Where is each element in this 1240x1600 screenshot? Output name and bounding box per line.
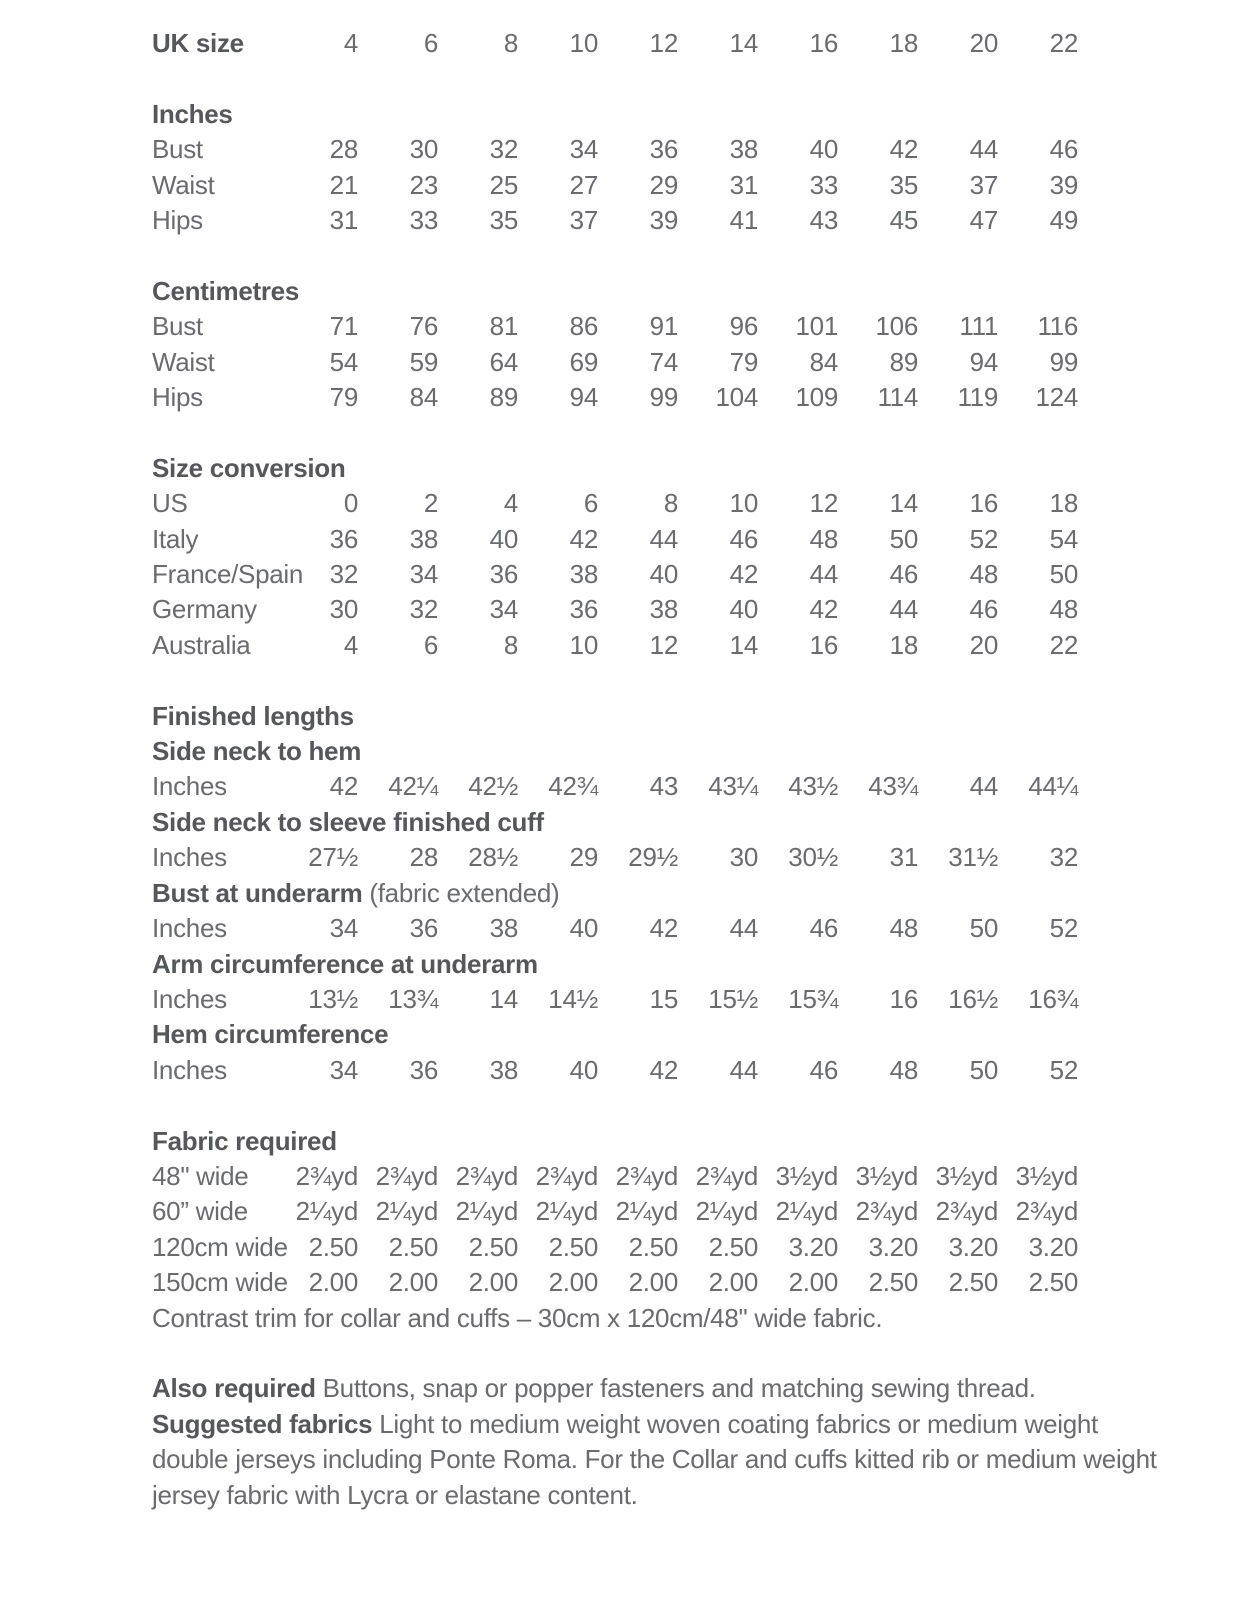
value-cell: 36 — [569, 594, 598, 625]
value-cell: 104 — [715, 382, 758, 413]
value-cell: 22 — [1049, 28, 1078, 58]
row-label: Inches — [152, 983, 227, 1014]
value-cell: 32 — [489, 134, 518, 165]
measurement-title — [152, 947, 1240, 982]
value-cell: 40 — [569, 913, 598, 944]
value-cell: 4 — [503, 488, 518, 519]
value-cell: 116 — [1037, 311, 1078, 342]
value-cell: 43¼ — [708, 771, 758, 802]
value-cell: 59 — [409, 346, 438, 377]
value-cell: 2¾yd — [1015, 1196, 1078, 1227]
value-cell: 40 — [729, 594, 758, 625]
section-title-finished-lengths: Finished lengths — [152, 700, 354, 731]
value-cell: 91 — [649, 311, 678, 342]
value-cell: 30 — [329, 594, 358, 625]
value-cell: 47 — [969, 205, 998, 236]
value-cell: 36 — [409, 1054, 438, 1085]
value-cell: 37 — [969, 169, 998, 200]
value-cell: 2¾yd — [535, 1160, 598, 1191]
value-cell: 36 — [409, 913, 438, 944]
value-cell: 2¼yd — [535, 1196, 598, 1227]
value-cell: 42 — [649, 913, 678, 944]
measurement-name: Side neck to sleeve finished cuff — [152, 806, 544, 837]
value-cell: 39 — [1049, 169, 1078, 200]
value-cell: 42 — [729, 559, 758, 590]
row-label: Waist — [152, 346, 215, 377]
value-cell: 106 — [875, 311, 918, 342]
value-cell: 119 — [957, 382, 998, 413]
value-cell: 44 — [729, 913, 758, 944]
value-cell: 28 — [329, 134, 358, 165]
value-cell: 2.50 — [868, 1267, 918, 1298]
value-cell: 14 — [729, 28, 758, 58]
value-cell: 42 — [809, 594, 838, 625]
value-cell: 38 — [409, 523, 438, 554]
table-row — [152, 628, 1240, 663]
value-cell: 8 — [663, 488, 678, 519]
value-cell: 21 — [329, 169, 358, 200]
value-cell: 2.50 — [628, 1231, 678, 1262]
value-cell: 43½ — [788, 771, 838, 802]
value-cell: 42½ — [468, 771, 518, 802]
value-cell: 36 — [649, 134, 678, 165]
table-row — [152, 1265, 1240, 1300]
row-label: Inches — [152, 913, 227, 944]
row-label: Inches — [152, 1054, 227, 1085]
value-cell: 31 — [329, 205, 358, 236]
value-cell: 40 — [489, 523, 518, 554]
value-cell: 37 — [569, 205, 598, 236]
suggested-fabrics-text: Light to medium weight woven coating fabrics or medium weight double jerseys including Ponte Roma. For the Collar and cuffs kitted rib or medium weight jersey fabric with Lycra or elastane content. — [152, 1408, 1157, 1510]
value-cell: 3.20 — [868, 1231, 918, 1262]
value-cell: 2.50 — [308, 1231, 358, 1262]
value-cell: 46 — [809, 1054, 838, 1085]
value-cell: 16 — [809, 629, 838, 660]
value-cell: 2.00 — [708, 1267, 758, 1298]
value-cell: 114 — [877, 382, 918, 413]
value-cell: 20 — [969, 629, 998, 660]
value-cell: 81 — [489, 311, 518, 342]
measurement-name: Arm circumference at underarm — [152, 948, 538, 979]
value-cell: 16 — [889, 983, 918, 1014]
value-cell: 16 — [969, 488, 998, 519]
section-title-fabric-required: Fabric required — [152, 1125, 337, 1156]
notes-block — [152, 1371, 1162, 1513]
value-cell: 44 — [969, 771, 998, 802]
value-cell: 16½ — [948, 983, 998, 1014]
value-cell: 50 — [889, 523, 918, 554]
uk-size-label: UK size — [152, 28, 244, 58]
value-cell: 46 — [889, 559, 918, 590]
value-cell: 2¼yd — [455, 1196, 518, 1227]
table-row — [152, 203, 1240, 238]
row-label: Bust — [152, 311, 203, 342]
value-cell: 42¼ — [388, 771, 438, 802]
value-cell: 2¼yd — [375, 1196, 438, 1227]
value-cell: 6 — [583, 488, 598, 519]
value-cell: 28 — [409, 842, 438, 873]
value-cell: 30 — [409, 134, 438, 165]
row-label: 60” wide — [152, 1196, 248, 1227]
value-cell: 33 — [809, 169, 838, 200]
value-cell: 38 — [489, 913, 518, 944]
value-cell: 48 — [969, 559, 998, 590]
row-label: Hips — [152, 382, 203, 413]
value-cell: 15½ — [708, 983, 758, 1014]
value-cell: 2.50 — [388, 1231, 438, 1262]
value-cell: 35 — [889, 169, 918, 200]
value-cell: 54 — [1049, 523, 1078, 554]
value-cell: 50 — [1049, 559, 1078, 590]
value-cell: 89 — [889, 346, 918, 377]
value-cell: 2¾yd — [295, 1160, 358, 1191]
value-cell: 3.20 — [948, 1231, 998, 1262]
value-cell: 20 — [969, 28, 998, 58]
value-cell: 4 — [343, 629, 358, 660]
value-cell: 25 — [489, 169, 518, 200]
measurement-title — [152, 805, 1240, 840]
table-row — [152, 1159, 1240, 1194]
value-cell: 31 — [729, 169, 758, 200]
value-cell: 40 — [649, 559, 678, 590]
value-cell: 8 — [503, 28, 518, 58]
value-cell: 71 — [329, 311, 358, 342]
value-cell: 15 — [649, 983, 678, 1014]
value-cell: 79 — [729, 346, 758, 377]
suggested-fabrics-label: Suggested fabrics — [152, 1408, 373, 1439]
value-cell: 64 — [489, 346, 518, 377]
measurement-title — [152, 1017, 1240, 1052]
value-cell: 3.20 — [1028, 1231, 1078, 1262]
value-cell: 2.50 — [548, 1231, 598, 1262]
value-cell: 46 — [809, 913, 838, 944]
value-cell: 3½yd — [1015, 1160, 1078, 1191]
value-cell: 13¾ — [388, 983, 438, 1014]
value-cell: 42 — [329, 771, 358, 802]
table-row — [152, 982, 1240, 1017]
table-row — [152, 486, 1240, 521]
measurement-name: Hem circumference — [152, 1019, 389, 1050]
value-cell: 29 — [569, 842, 598, 873]
value-cell: 2¼yd — [695, 1196, 758, 1227]
table-row — [152, 1230, 1240, 1265]
uk-size-row — [152, 26, 1240, 61]
value-cell: 36 — [329, 523, 358, 554]
table-row — [152, 132, 1240, 167]
value-cell: 31½ — [948, 842, 998, 873]
value-cell: 46 — [729, 523, 758, 554]
table-row — [152, 380, 1240, 415]
value-cell: 111 — [959, 311, 998, 342]
value-cell: 46 — [969, 594, 998, 625]
value-cell: 39 — [649, 205, 678, 236]
value-cell: 109 — [795, 382, 838, 413]
table-row — [152, 592, 1240, 627]
value-cell: 3.20 — [788, 1231, 838, 1262]
measurement-suffix: (fabric extended) — [362, 877, 560, 908]
value-cell: 12 — [649, 28, 678, 58]
value-cell: 2.50 — [948, 1267, 998, 1298]
value-cell: 14 — [889, 488, 918, 519]
value-cell: 13½ — [308, 983, 358, 1014]
value-cell: 2¾yd — [615, 1160, 678, 1191]
value-cell: 40 — [809, 134, 838, 165]
value-cell: 22 — [1049, 629, 1078, 660]
value-cell: 99 — [1049, 346, 1078, 377]
value-cell: 44 — [649, 523, 678, 554]
value-cell: 15¾ — [788, 983, 838, 1014]
value-cell: 96 — [729, 311, 758, 342]
value-cell: 8 — [503, 629, 518, 660]
value-cell: 48 — [889, 1054, 918, 1085]
value-cell: 2¾yd — [455, 1160, 518, 1191]
also-required-text: Buttons, snap or popper fasteners and matching sewing thread. — [315, 1373, 1036, 1404]
value-cell: 35 — [489, 205, 518, 236]
table-row — [152, 769, 1240, 804]
value-cell: 29 — [649, 169, 678, 200]
value-cell: 48 — [889, 913, 918, 944]
row-label: Inches — [152, 842, 227, 873]
value-cell: 30 — [729, 842, 758, 873]
table-row — [152, 168, 1240, 203]
value-cell: 44 — [809, 559, 838, 590]
value-cell: 46 — [1049, 134, 1078, 165]
row-label: 48" wide — [152, 1160, 249, 1191]
table-row — [152, 911, 1240, 946]
suggested-fabrics-note — [152, 1407, 1162, 1513]
table-row — [152, 345, 1240, 380]
value-cell: 89 — [489, 382, 518, 413]
also-required-label: Also required — [152, 1373, 316, 1404]
section-title-size-conversion: Size conversion — [152, 452, 346, 483]
row-label: Waist — [152, 169, 215, 200]
value-cell: 33 — [409, 205, 438, 236]
table-row — [152, 1194, 1240, 1229]
value-cell: 23 — [409, 169, 438, 200]
also-required-note — [152, 1371, 1162, 1406]
row-label: Hips — [152, 205, 203, 236]
value-cell: 2.50 — [468, 1231, 518, 1262]
value-cell: 124 — [1035, 382, 1078, 413]
section-title-centimetres: Centimetres — [152, 275, 299, 306]
value-cell: 50 — [969, 1054, 998, 1085]
value-cell: 34 — [569, 134, 598, 165]
row-label: Australia — [152, 629, 251, 660]
value-cell: 69 — [569, 346, 598, 377]
value-cell: 32 — [1049, 842, 1078, 873]
value-cell: 45 — [889, 205, 918, 236]
value-cell: 6 — [423, 629, 438, 660]
row-label: Bust — [152, 134, 203, 165]
row-label: US — [152, 488, 188, 519]
table-row — [152, 1053, 1240, 1088]
value-cell: 2.00 — [468, 1267, 518, 1298]
value-cell: 10 — [569, 629, 598, 660]
value-cell: 3½yd — [855, 1160, 918, 1191]
value-cell: 52 — [1049, 1054, 1078, 1085]
value-cell: 43 — [809, 205, 838, 236]
measurement-title — [152, 734, 1240, 769]
value-cell: 32 — [329, 559, 358, 590]
value-cell: 3½yd — [775, 1160, 838, 1191]
value-cell: 28½ — [468, 842, 518, 873]
value-cell: 34 — [409, 559, 438, 590]
table-row — [152, 522, 1240, 557]
value-cell: 18 — [1049, 488, 1078, 519]
value-cell: 2.00 — [308, 1267, 358, 1298]
value-cell: 14 — [729, 629, 758, 660]
value-cell: 38 — [489, 1054, 518, 1085]
table-row — [152, 309, 1240, 344]
value-cell: 2¾yd — [935, 1196, 998, 1227]
measurement-name: Bust at underarm — [152, 877, 363, 908]
value-cell: 18 — [889, 629, 918, 660]
value-cell: 18 — [889, 28, 918, 58]
value-cell: 32 — [409, 594, 438, 625]
value-cell: 50 — [969, 913, 998, 944]
value-cell: 34 — [329, 913, 358, 944]
value-cell: 48 — [1049, 594, 1078, 625]
value-cell: 52 — [1049, 913, 1078, 944]
value-cell: 2.00 — [628, 1267, 678, 1298]
value-cell: 0 — [343, 488, 358, 519]
value-cell: 3½yd — [935, 1160, 998, 1191]
row-label: Inches — [152, 771, 227, 802]
value-cell: 2¾yd — [375, 1160, 438, 1191]
value-cell: 86 — [569, 311, 598, 342]
value-cell: 2¾yd — [695, 1160, 758, 1191]
value-cell: 2¼yd — [295, 1196, 358, 1227]
value-cell: 44¼ — [1028, 771, 1078, 802]
value-cell: 52 — [969, 523, 998, 554]
row-label: 120cm wide — [152, 1231, 288, 1262]
value-cell: 42 — [569, 523, 598, 554]
value-cell: 44 — [729, 1054, 758, 1085]
value-cell: 42 — [649, 1054, 678, 1085]
value-cell: 10 — [729, 488, 758, 519]
value-cell: 2 — [423, 488, 438, 519]
value-cell: 2.50 — [1028, 1267, 1078, 1298]
value-cell: 2¼yd — [615, 1196, 678, 1227]
row-label: Italy — [152, 523, 199, 554]
value-cell: 101 — [795, 311, 838, 342]
value-cell: 94 — [569, 382, 598, 413]
value-cell: 84 — [809, 346, 838, 377]
table-row — [152, 840, 1240, 875]
value-cell: 16 — [809, 28, 838, 58]
row-label: France/Spain — [152, 559, 304, 590]
value-cell: 74 — [649, 346, 678, 377]
value-cell: 27½ — [308, 842, 358, 873]
value-cell: 14 — [489, 983, 518, 1014]
value-cell: 2¾yd — [855, 1196, 918, 1227]
value-cell: 29½ — [628, 842, 678, 873]
value-cell: 54 — [329, 346, 358, 377]
value-cell: 84 — [409, 382, 438, 413]
value-cell: 94 — [969, 346, 998, 377]
value-cell: 31 — [889, 842, 918, 873]
value-cell: 38 — [729, 134, 758, 165]
value-cell: 36 — [489, 559, 518, 590]
value-cell: 43 — [649, 771, 678, 802]
table-row — [152, 557, 1240, 592]
value-cell: 40 — [569, 1054, 598, 1085]
row-label: Germany — [152, 594, 257, 625]
value-cell: 34 — [329, 1054, 358, 1085]
value-cell: 2.50 — [708, 1231, 758, 1262]
value-cell: 2.00 — [388, 1267, 438, 1298]
value-cell: 42 — [889, 134, 918, 165]
value-cell: 76 — [409, 311, 438, 342]
value-cell: 44 — [889, 594, 918, 625]
value-cell: 2.00 — [788, 1267, 838, 1298]
contrast-trim-note: Contrast trim for collar and cuffs – 30cm x 120cm/48" wide fabric. — [152, 1302, 883, 1333]
value-cell: 12 — [809, 488, 838, 519]
value-cell: 30½ — [788, 842, 838, 873]
value-cell: 44 — [969, 134, 998, 165]
value-cell: 38 — [649, 594, 678, 625]
value-cell: 10 — [569, 28, 598, 58]
value-cell: 79 — [329, 382, 358, 413]
value-cell: 34 — [489, 594, 518, 625]
value-cell: 27 — [569, 169, 598, 200]
value-cell: 12 — [649, 629, 678, 660]
value-cell: 16¾ — [1028, 983, 1078, 1014]
value-cell: 2¼yd — [775, 1196, 838, 1227]
row-label: 150cm wide — [152, 1267, 288, 1298]
value-cell: 38 — [569, 559, 598, 590]
measurement-title — [152, 876, 1240, 911]
value-cell: 14½ — [548, 983, 598, 1014]
value-cell: 42¾ — [548, 771, 598, 802]
value-cell: 2.00 — [548, 1267, 598, 1298]
value-cell: 6 — [423, 28, 438, 58]
value-cell: 99 — [649, 382, 678, 413]
value-cell: 49 — [1049, 205, 1078, 236]
value-cell: 43¾ — [868, 771, 918, 802]
value-cell: 41 — [729, 205, 758, 236]
value-cell: 48 — [809, 523, 838, 554]
measurement-name: Side neck to hem — [152, 736, 362, 767]
value-cell: 4 — [343, 28, 358, 58]
section-title-inches: Inches — [152, 98, 233, 129]
